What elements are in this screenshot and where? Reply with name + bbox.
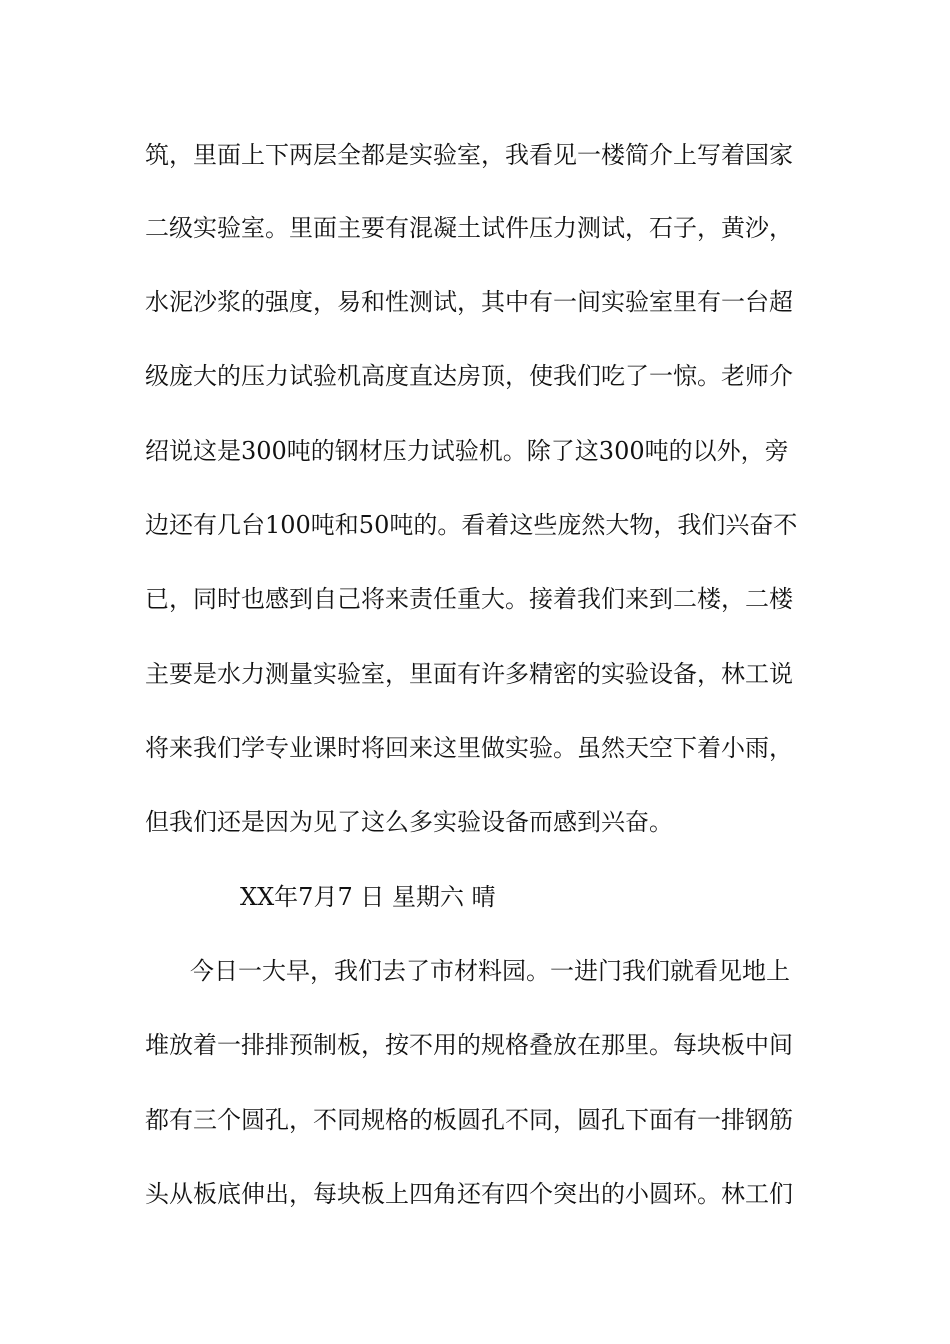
paragraph-line: 二级实验室。里面主要有混凝土试件压力测试，石子，黄沙， bbox=[145, 214, 793, 242]
paragraph-line: 头从板底伸出，每块板上四角还有四个突出的小圆环。林工们 bbox=[145, 1180, 793, 1208]
paragraph-line: 绍说这是300吨的钢材压力试验机。除了这300吨的以外，旁 bbox=[145, 437, 789, 465]
paragraph-line: 堆放着一排排预制板，按不用的规格叠放在那里。每块板中间 bbox=[145, 1031, 793, 1059]
paragraph-line: 今日一大早，我们去了市材料园。一进门我们就看见地上 bbox=[190, 957, 790, 985]
paragraph-line: 主要是水力测量实验室，里面有许多精密的实验设备，林工说 bbox=[145, 660, 793, 688]
paragraph-line: 但我们还是因为见了这么多实验设备而感到兴奋。 bbox=[145, 808, 673, 836]
paragraph-line: 已，同时也感到自己将来责任重大。接着我们来到二楼，二楼 bbox=[145, 585, 793, 613]
paragraph-line: 筑，里面上下两层全都是实验室，我看见一楼简介上写着国家 bbox=[145, 141, 793, 169]
paragraph-line: 将来我们学专业课时将回来这里做实验。虽然天空下着小雨， bbox=[145, 734, 793, 762]
paragraph-line: 水泥沙浆的强度，易和性测试，其中有一间实验室里有一台超 bbox=[145, 288, 793, 316]
paragraph-line: 边还有几台100吨和50吨的。看着这些庞然大物，我们兴奋不 bbox=[145, 511, 798, 539]
paragraph-line: 都有三个圆孔，不同规格的板圆孔不同，圆孔下面有一排钢筋 bbox=[145, 1106, 793, 1134]
paragraph-line: 级庞大的压力试验机高度直达房顶，使我们吃了一惊。老师介 bbox=[145, 362, 793, 390]
date-heading: XX年7月7 日 星期六 晴 bbox=[240, 883, 496, 911]
